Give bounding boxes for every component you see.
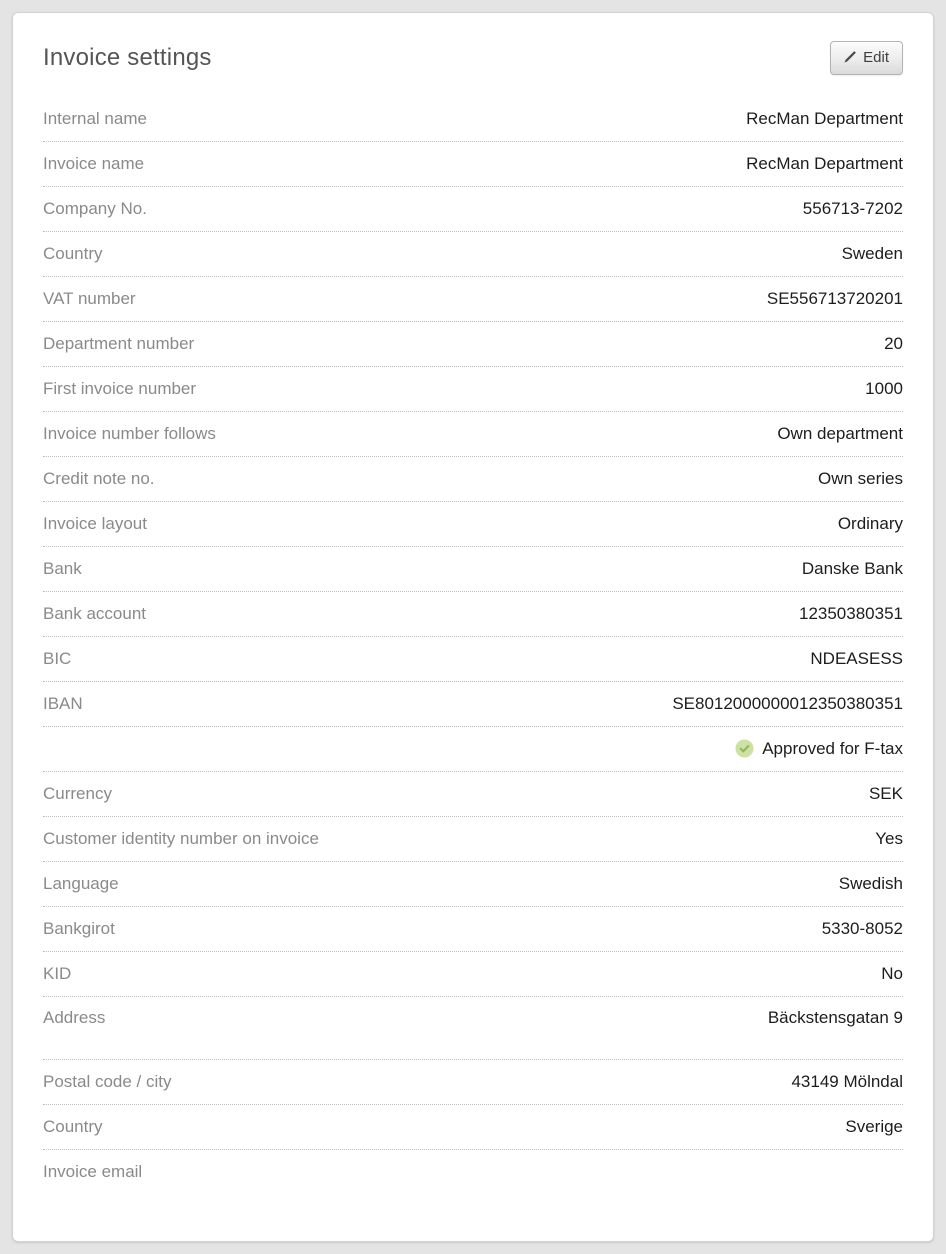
- row-value: Bäckstensgatan 9: [767, 1008, 903, 1027]
- row-label: Company No.: [43, 198, 147, 218]
- row-value: SEK: [868, 783, 903, 803]
- settings-row: [43, 502, 903, 547]
- settings-rows: [43, 97, 903, 1195]
- settings-row: [43, 97, 903, 142]
- settings-row: [43, 862, 903, 907]
- row-label: Country: [43, 243, 103, 263]
- settings-row: [43, 952, 903, 997]
- settings-row: [43, 142, 903, 187]
- row-value: 556713-7202: [802, 198, 903, 218]
- row-label: Invoice number follows: [43, 423, 216, 443]
- settings-row: [43, 277, 903, 322]
- edit-button[interactable]: [830, 41, 903, 75]
- row-label: Postal code / city: [43, 1071, 172, 1091]
- settings-row: [43, 412, 903, 457]
- pencil-icon: [842, 50, 857, 65]
- invoice-settings-panel: [12, 12, 934, 1242]
- panel-header: [43, 41, 903, 75]
- row-label: Bankgirot: [43, 918, 115, 938]
- row-label: Address: [43, 1008, 106, 1027]
- settings-row: [43, 772, 903, 817]
- row-value: RecMan Department: [746, 108, 903, 128]
- row-value: Own department: [777, 423, 903, 443]
- settings-row: [43, 592, 903, 637]
- row-label: VAT number: [43, 288, 136, 308]
- edit-button-label: Edit: [863, 49, 889, 66]
- row-value: Yes: [875, 828, 903, 848]
- row-value: Sweden: [841, 243, 903, 263]
- row-value: Danske Bank: [801, 558, 903, 578]
- settings-row: [43, 322, 903, 367]
- settings-row: [43, 367, 903, 412]
- row-label: Currency: [43, 783, 112, 803]
- settings-row: [43, 817, 903, 862]
- row-label: Department number: [43, 333, 195, 353]
- row-label: Internal name: [43, 108, 147, 128]
- row-value: 43149 Mölndal: [791, 1071, 903, 1091]
- row-label: KID: [43, 963, 72, 983]
- row-value: 5330-8052: [821, 918, 903, 938]
- row-value: NDEASESS: [810, 648, 903, 668]
- row-value: Own series: [817, 468, 903, 488]
- settings-row: [43, 1060, 903, 1105]
- row-value: 12350380351: [798, 603, 903, 623]
- row-label: IBAN: [43, 693, 83, 713]
- row-label: Language: [43, 873, 119, 893]
- row-label: Bank account: [43, 603, 147, 623]
- row-label: Invoice layout: [43, 513, 147, 533]
- check-circle-icon: [735, 739, 754, 758]
- row-label: First invoice number: [43, 378, 197, 398]
- row-value: Sverige: [845, 1116, 903, 1136]
- settings-row: [43, 907, 903, 952]
- row-value: 20: [884, 333, 903, 353]
- row-label: Customer identity number on invoice: [43, 828, 319, 848]
- row-value: No: [881, 963, 903, 983]
- settings-row: [43, 232, 903, 277]
- page-title: Invoice settings: [43, 44, 212, 71]
- settings-row: [43, 547, 903, 592]
- row-value: Ordinary: [837, 513, 903, 533]
- row-value: Swedish: [838, 873, 903, 893]
- settings-row: [43, 727, 903, 772]
- settings-row: [43, 457, 903, 502]
- row-value: Approved for F-tax: [63, 739, 903, 759]
- row-label: Bank: [43, 558, 82, 578]
- row-label: BIC: [43, 648, 72, 668]
- row-value: SE8012000000012350380351: [672, 693, 903, 713]
- row-value: RecMan Department: [746, 153, 903, 173]
- settings-row: [43, 1150, 903, 1195]
- settings-row: [43, 187, 903, 232]
- settings-row: [43, 682, 903, 727]
- row-label: Country: [43, 1116, 103, 1136]
- settings-row: [43, 637, 903, 682]
- row-value: 1000: [865, 378, 903, 398]
- settings-row: [43, 1105, 903, 1150]
- row-label: Invoice email: [43, 1162, 143, 1181]
- settings-row: [43, 997, 903, 1060]
- row-label: Credit note no.: [43, 468, 155, 488]
- row-value: SE556713720201: [766, 288, 903, 308]
- row-label: Invoice name: [43, 153, 145, 173]
